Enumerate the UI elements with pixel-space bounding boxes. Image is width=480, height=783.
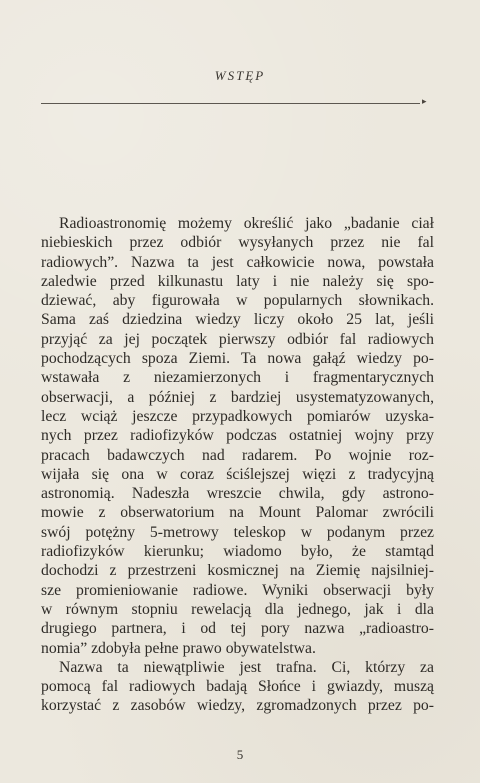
text-line: pomocą fal radiowych badają Słońce i gwiazdy, muszą bbox=[41, 678, 434, 696]
chapter-header: WSTĘP bbox=[214, 68, 266, 83]
margin-mark: ▸ bbox=[422, 97, 427, 107]
text-line: Nazwa ta niewątpliwie jest trafna. Ci, którzy za bbox=[59, 658, 434, 676]
paragraph-1 bbox=[41, 214, 434, 658]
text-line: dziewać, aby figurowała w popularnych słownikach. bbox=[41, 292, 434, 310]
text-line: drugiego partnera, i od tej pory nazwa „radioastro- bbox=[41, 620, 434, 638]
text-line: mowie z obserwatorium na Mount Palomar zwrócili bbox=[41, 504, 434, 522]
main-text bbox=[41, 214, 434, 716]
text-line: nomia” zdobyła pełne prawo obywatelstwa. bbox=[41, 639, 316, 657]
text-line: zaledwie przed kilkunastu laty i nie należy się spo- bbox=[41, 272, 434, 290]
text-line: swój potężny 5-metrowy teleskop w podanym przez bbox=[41, 523, 434, 541]
text-line: w równym stopniu rewelacją dla jednego, jak i dla bbox=[41, 600, 434, 618]
text-line: radiofizyków kierunku; wiadomo było, że stamtąd bbox=[41, 543, 434, 561]
paragraph-2 bbox=[41, 658, 434, 716]
header-rule bbox=[41, 103, 420, 104]
text-line: obserwacji, a później z bardziej usystematyzowanych, bbox=[41, 388, 434, 406]
text-line: Radioastronomię możemy określić jako „badanie ciał bbox=[59, 215, 434, 232]
text-line: dochodzi z przestrzeni kosmicznej na Ziemię najsilniej- bbox=[41, 562, 434, 580]
text-line: pochodzących spoza Ziemi. Ta nowa gałąź wiedzy po- bbox=[41, 350, 434, 368]
text-line: pracach badawczych nad radarem. Po wojnie roz- bbox=[41, 446, 434, 464]
text-line: przyjąć za jej początek pierwszy odbiór fal radiowych bbox=[41, 330, 434, 348]
text-line: wstawała z niezamierzonych i fragmentarycznych bbox=[41, 369, 434, 387]
text-line: radiowych”. Nazwa ta jest całkowicie nowa, powstała bbox=[41, 253, 434, 271]
text-line: astronomią. Nadeszła wreszcie chwila, gdy astrono- bbox=[41, 485, 434, 503]
text-line: nych przez radiofizyków podczas ostatniej wojny przy bbox=[41, 427, 434, 445]
text-line: niebieskich przez odbiór wysyłanych przez nie fal bbox=[41, 234, 434, 252]
text-line: sze promieniowanie radiowe. Wyniki obserwacji były bbox=[41, 581, 434, 599]
text-line: wijała się ona w coraz ściślejszej więzi z tradycyjną bbox=[41, 465, 434, 483]
page-number: 5 bbox=[236, 747, 244, 762]
text-line: Sama zaś dziedzina wiedzy liczy około 25 lat, jeśli bbox=[41, 311, 434, 329]
text-line: korzystać z zasobów wiedzy, zgromadzonych przez po- bbox=[41, 697, 434, 715]
text-line: lecz wciąż jeszcze przypadkowych pomiarów uzyska- bbox=[41, 407, 434, 425]
